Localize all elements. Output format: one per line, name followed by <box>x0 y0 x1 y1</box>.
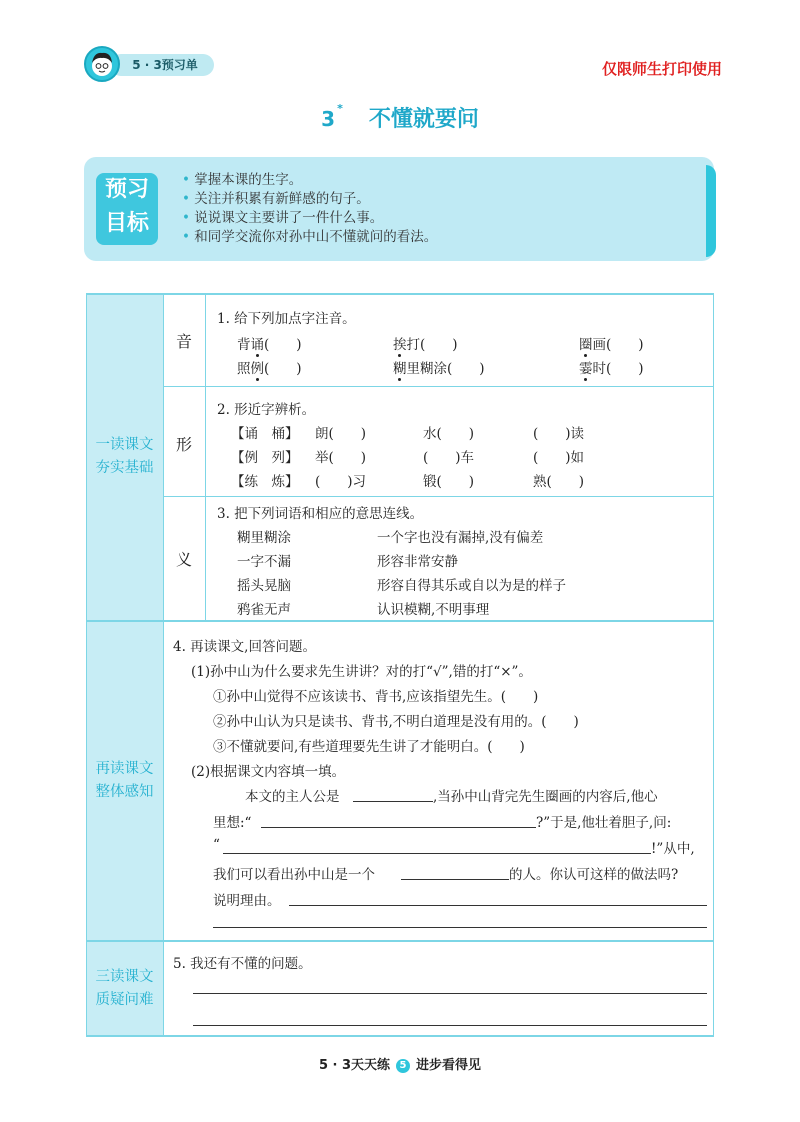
shape-blank: 朗( ) <box>315 426 367 442</box>
fill-text: !”从中, <box>651 841 695 857</box>
section3-label: 三读课文 质疑问难 <box>95 969 154 1008</box>
shape-pair: 【例 列】 <box>231 450 299 466</box>
lesson-title <box>0 102 800 133</box>
fill-text: 的人。你认可这样的做法吗? <box>509 867 679 883</box>
pinyin-item: 背诵( ) <box>237 337 302 353</box>
answer-blank[interactable] <box>261 827 536 828</box>
shape-blank: 锻( ) <box>423 474 475 490</box>
print-notice: 仅限师生打印使用 <box>601 60 722 78</box>
pinyin-item: 照例( ) <box>237 361 302 377</box>
judge-option: ②孙中山认为只是读书、背书,不明白道理是没有用的。( ) <box>213 714 579 730</box>
section1-label: 一读课文 夯实基础 <box>95 437 154 476</box>
shape-blank: 水( ) <box>423 426 475 442</box>
word-item: 鸦雀无声 <box>237 602 291 618</box>
fill-text: 里想:“ <box>213 815 252 831</box>
fill-text: 本文的主人公是 <box>245 789 340 805</box>
meaning-item: 一个字也没有漏掉,没有偏差 <box>377 530 544 546</box>
shape-label: 形 <box>175 435 192 454</box>
shape-blank: 熟( ) <box>533 474 585 490</box>
lesson-title-text: 不懂就要问 <box>368 107 479 132</box>
objective-item: • 关注并积累有新鲜感的句子。 <box>182 190 437 209</box>
judge-option: ①孙中山觉得不应该读书、背书,应该指望先生。( ) <box>213 689 539 705</box>
cartoon-boy-icon <box>84 46 120 82</box>
fill-text: ,当孙中山背完先生圈画的内容后,他心 <box>433 789 658 805</box>
shape-pair: 【诵 桶】 <box>231 426 299 442</box>
word-item: 糊里糊涂 <box>237 530 291 546</box>
worksheet-table <box>86 293 714 1037</box>
objective-item: • 掌握本课的生字。 <box>182 171 437 190</box>
section2-label: 再读课文 整体感知 <box>95 761 154 800</box>
meaning-item: 形容非常安静 <box>377 554 458 570</box>
meaning-item: 认识模糊,不明事理 <box>377 602 490 618</box>
question-5: 5. 我还有不懂的问题。 <box>173 956 312 972</box>
answer-blank[interactable] <box>193 1025 707 1026</box>
shape-blank: 举( ) <box>315 450 367 466</box>
question-1: 1. 给下列加点字注音。 <box>217 311 356 327</box>
shape-blank: ( )车 <box>423 450 475 466</box>
fill-text: ?”于是,他壮着胆子,问: <box>536 815 672 831</box>
question-4: 4. 再读课文,回答问题。 <box>173 639 316 655</box>
answer-blank[interactable] <box>353 801 433 802</box>
objective-item: • 和同学交流你对孙中山不懂就问的看法。 <box>182 228 437 247</box>
page-number: 5 <box>396 1059 410 1073</box>
answer-blank[interactable] <box>213 927 707 928</box>
pinyin-item: 挨打( ) <box>393 337 458 353</box>
shape-pair: 【练 炼】 <box>231 474 299 490</box>
fill-text: “ <box>213 837 220 853</box>
pinyin-item: 圈画( ) <box>579 337 644 353</box>
objective-item: • 说说课文主要讲了一件什么事。 <box>182 209 437 228</box>
shape-blank: ( )读 <box>533 426 585 442</box>
meaning-item: 形容自得其乐或自以为是的样子 <box>377 578 566 594</box>
pinyin-item: 糊里糊涂( ) <box>393 361 485 377</box>
shape-blank: ( )如 <box>533 450 585 466</box>
preview-objectives <box>84 157 714 261</box>
answer-blank[interactable] <box>289 905 707 906</box>
fill-text: 我们可以看出孙中山是一个 <box>213 867 375 883</box>
shape-blank: ( )习 <box>315 474 367 490</box>
sound-label: 音 <box>175 332 192 351</box>
footer-left: 5 · 3天天练 <box>318 1058 391 1073</box>
objectives-label: 预习 目标 <box>96 173 158 245</box>
footer <box>0 1054 800 1073</box>
judge-option: ③不懂就要问,有些道理要先生讲了才能明白。( ) <box>213 739 525 755</box>
answer-blank[interactable] <box>193 993 707 994</box>
pinyin-item: 霎时( ) <box>579 361 644 377</box>
answer-blank[interactable] <box>401 879 509 880</box>
lesson-number: 3 * <box>321 102 343 131</box>
answer-blank[interactable] <box>223 853 651 854</box>
word-item: 摇头晃脑 <box>237 578 291 594</box>
sub-question-1: (1)孙中山为什么要求先生讲讲？对的打“√”,错的打“×”。 <box>191 664 532 680</box>
question-2: 2. 形近字辨析。 <box>217 402 316 418</box>
objectives-list <box>182 171 437 247</box>
series-badge <box>84 46 214 82</box>
series-label: 5 · 3预习单 <box>110 54 214 76</box>
meaning-label: 义 <box>175 550 192 569</box>
word-item: 一字不漏 <box>237 554 291 570</box>
footer-right: 进步看得见 <box>416 1058 482 1073</box>
fill-text: 说明理由。 <box>213 893 281 909</box>
question-3: 3. 把下列词语和相应的意思连线。 <box>217 506 424 522</box>
sub-question-2: (2)根据课文内容填一填。 <box>191 764 346 780</box>
